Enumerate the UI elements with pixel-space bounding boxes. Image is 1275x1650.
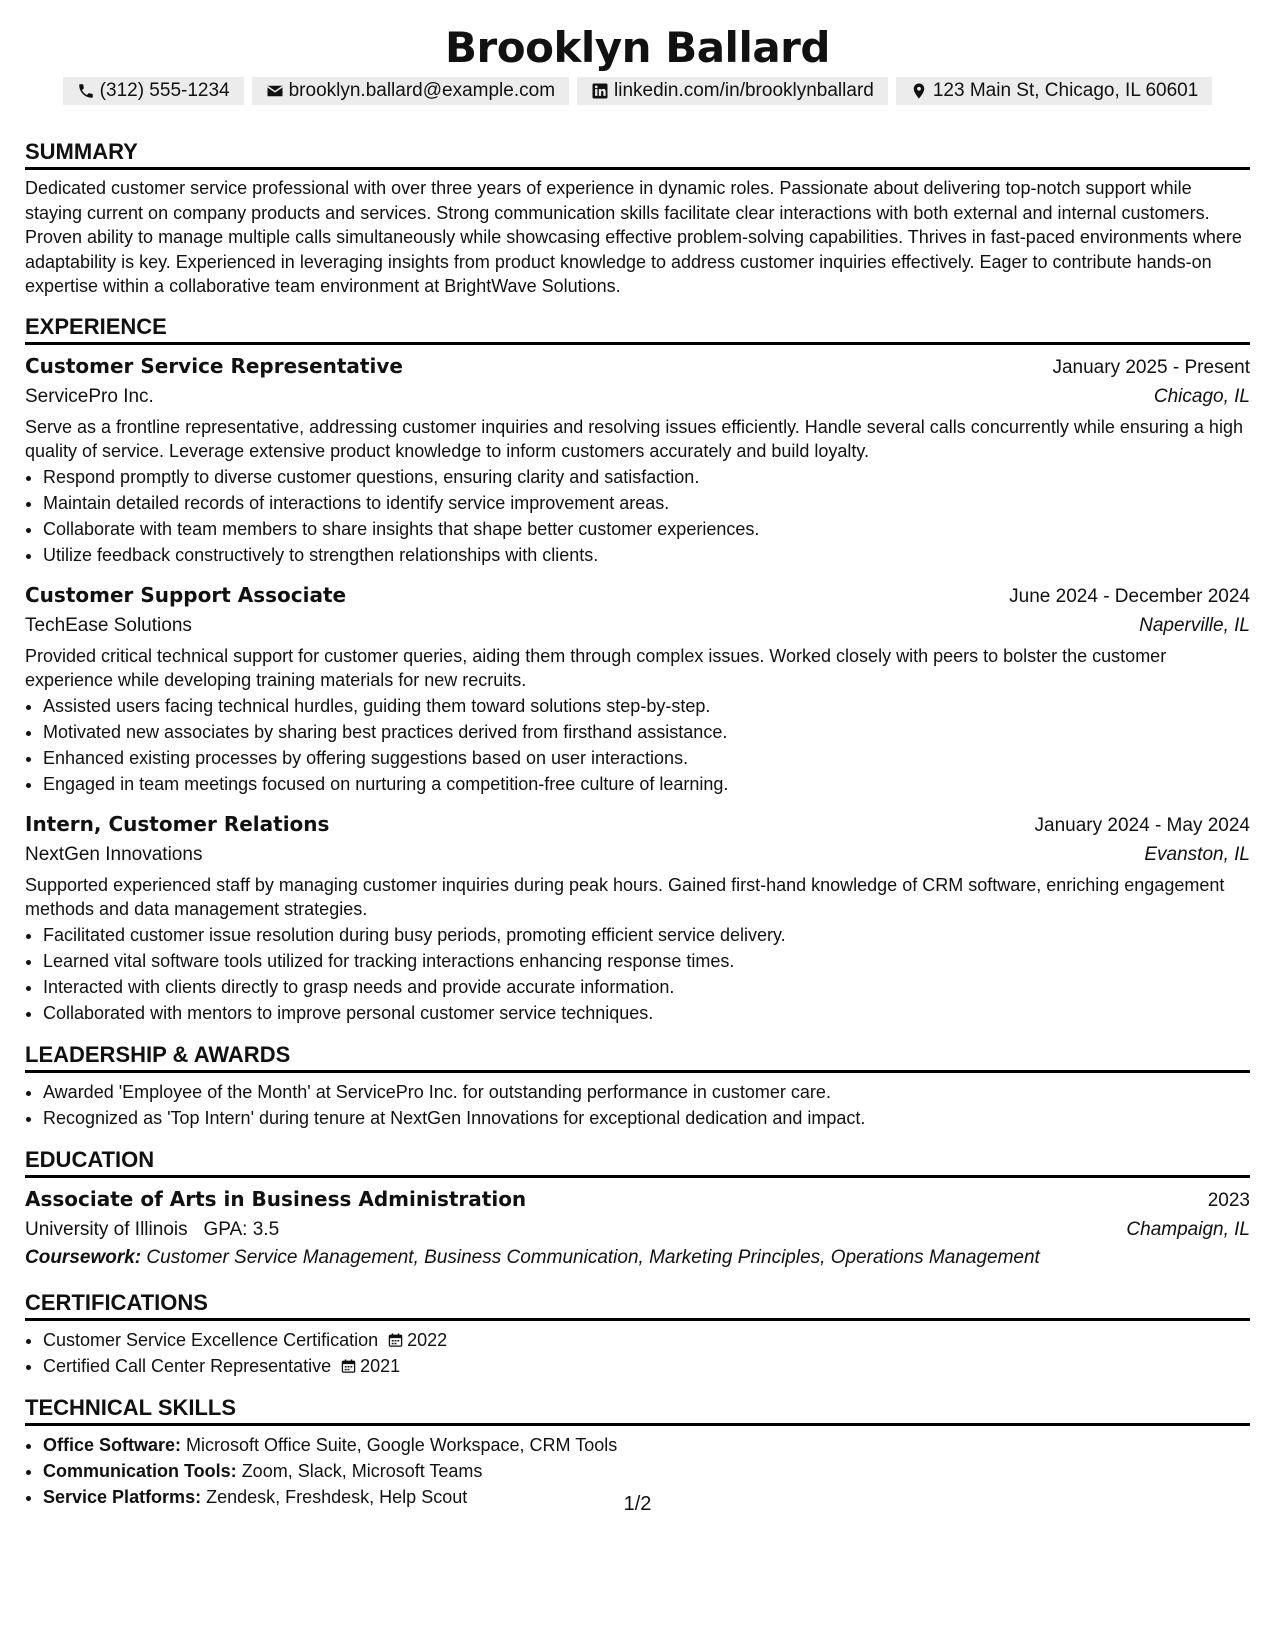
job-description: Supported experienced staff by managing customer inquiries during peak hours. Gained first-hand knowledge of CRM software, enriching engagement methods and data management strategies. <box>25 874 1225 919</box>
coursework-line <box>25 1244 1250 1272</box>
job-entry <box>25 809 1250 1026</box>
list-item: • Engaged in team meetings focused on nurturing a competition-free culture of learning. <box>43 771 1250 797</box>
job-company: ServicePro Inc. <box>25 385 154 407</box>
skill-value: Microsoft Office Suite, Google Workspace, CRM Tools <box>186 1434 618 1455</box>
job-bullets <box>25 693 1250 797</box>
candidate-name: Brooklyn Ballard <box>445 23 830 72</box>
degree-title: Associate of Arts in Business Administration <box>25 1186 527 1211</box>
contact-bar <box>25 77 1250 105</box>
list-item <box>43 1432 1250 1458</box>
awards-section <box>25 1042 1250 1131</box>
job-description: Provided critical technical support for customer queries, aiding them through complex issues. Worked closely with peers to bolster the customer experience while developing training materials for new recruits. <box>25 645 1167 690</box>
list-item: • Interacted with clients directly to grasp needs and provide accurate information. <box>43 974 1250 1000</box>
job-title: Customer Service Representative <box>25 353 403 378</box>
job-title: Customer Support Associate <box>25 582 347 607</box>
page-number: 1/2 <box>623 1493 652 1515</box>
job-entry <box>25 580 1250 797</box>
certification-year: 2022 <box>407 1329 448 1350</box>
school-line <box>25 1216 279 1244</box>
contact-linkedin[interactable] <box>577 77 888 105</box>
job-dates: January 2024 - May 2024 <box>1034 814 1250 836</box>
list-item: • Facilitated customer issue resolution during busy periods, promoting efficient service delivery. <box>43 922 1250 948</box>
skill-value: Zoom, Slack, Microsoft Teams <box>241 1460 483 1481</box>
summary-text: Dedicated customer service professional with over three years of experience in dynamic roles. Passionate about delivering top-notch support while staying current on company products and services. Strong communication skills facilitate clear interactions with both external and internal customers. Proven ability to manage multiple calls simultaneously while showcasing effective problem-solving capabilities. Thrives in fast-paced environments where adaptability is key. Experienced in leveraging insights from product knowledge to address customer inquiries effectively. Eager to contribute hands-on expertise within a collaborative team environment at BrightWave Solutions. <box>25 178 1242 296</box>
email-text: brooklyn.ballard@example.com <box>288 80 556 101</box>
list-item: • Collaborated with mentors to improve personal customer service techniques. <box>43 1000 1250 1026</box>
job-entry <box>25 351 1250 568</box>
list-item: • Enhanced existing processes by offering suggestions based on user interactions. <box>43 745 1250 771</box>
job-company: TechEase Solutions <box>25 614 192 636</box>
list-item: • Collaborate with team members to share insights that shape better customer experiences. <box>43 516 1250 542</box>
phone-text: (312) 555-1234 <box>99 80 230 101</box>
summary-heading: SUMMARY <box>25 139 1250 170</box>
job-dates: June 2024 - December 2024 <box>1009 585 1250 607</box>
job-bullets <box>25 464 1250 568</box>
job-title: Intern, Customer Relations <box>25 811 330 836</box>
calendar-icon <box>341 1358 356 1374</box>
job-description: Serve as a frontline representative, addressing customer inquiries and resolving issues efficiently. Handle several calls concurrently while ensuring a high quality of service. Leverage extensive product knowledge to inform customers accurately and build loyalty. <box>25 416 1243 461</box>
job-company: NextGen Innovations <box>25 843 203 865</box>
phone-icon <box>77 82 95 100</box>
address-text: 123 Main St, Chicago, IL 60601 <box>932 80 1199 101</box>
contact-phone[interactable] <box>63 77 244 105</box>
education-section <box>25 1147 1250 1272</box>
awards-heading: LEADERSHIP & AWARDS <box>25 1042 1250 1073</box>
job-bullets <box>25 922 1250 1026</box>
contact-email[interactable] <box>252 77 569 105</box>
skills-heading: TECHNICAL SKILLS <box>25 1395 1250 1426</box>
list-item: • Awarded 'Employee of the Month' at ServicePro Inc. for outstanding performance in customer care. <box>43 1079 1250 1105</box>
graduation-year: 2023 <box>1207 1189 1250 1211</box>
job-location: Naperville, IL <box>1139 614 1250 636</box>
calendar-icon <box>388 1332 403 1348</box>
list-item: • Maintain detailed records of interactions to identify service improvement areas. <box>43 490 1250 516</box>
certification-name: Certified Call Center Representative <box>43 1355 332 1376</box>
list-item: • Respond promptly to diverse customer questions, ensuring clarity and satisfaction. <box>43 464 1250 490</box>
certifications-list <box>25 1327 1250 1379</box>
list-item <box>43 1353 1250 1379</box>
experience-section <box>25 314 1250 1026</box>
contact-address[interactable] <box>896 77 1212 105</box>
school-name: University of Illinois <box>25 1218 188 1240</box>
list-item <box>43 1458 1250 1484</box>
certifications-heading: CERTIFICATIONS <box>25 1290 1250 1321</box>
certifications-section <box>25 1290 1250 1379</box>
school-location: Champaign, IL <box>1126 1218 1250 1240</box>
linkedin-text: linkedin.com/in/brooklynballard <box>614 80 874 101</box>
experience-heading: EXPERIENCE <box>25 314 1250 345</box>
education-heading: EDUCATION <box>25 1147 1250 1178</box>
job-location: Chicago, IL <box>1153 385 1250 407</box>
job-location: Evanston, IL <box>1144 843 1250 865</box>
coursework-label: Coursework: <box>25 1246 142 1268</box>
map-pin-icon <box>910 82 928 100</box>
summary-section <box>25 139 1250 299</box>
coursework-text: Customer Service Management, Business Communication, Marketing Principles, Operations Management <box>146 1246 1040 1268</box>
linkedin-icon <box>591 82 609 100</box>
list-item: • Learned vital software tools utilized for tracking interactions enhancing response times. <box>43 948 1250 974</box>
awards-list <box>25 1079 1250 1131</box>
job-dates: January 2025 - Present <box>1052 356 1250 378</box>
skill-label: Office Software: <box>43 1434 182 1455</box>
certification-year: 2021 <box>360 1355 401 1376</box>
skill-label: Communication Tools: <box>43 1460 237 1481</box>
list-item: • Utilize feedback constructively to strengthen relationships with clients. <box>43 542 1250 568</box>
skill-value: Zendesk, Freshdesk, Help Scout <box>206 1486 468 1507</box>
envelope-icon <box>266 82 284 100</box>
skill-label: Service Platforms: <box>43 1486 202 1507</box>
gpa: GPA: 3.5 <box>203 1218 280 1240</box>
list-item <box>43 1327 1250 1353</box>
list-item: • Assisted users facing technical hurdles, guiding them toward solutions step-by-step. <box>43 693 1250 719</box>
list-item: • Motivated new associates by sharing best practices derived from firsthand assistance. <box>43 719 1250 745</box>
certification-name: Customer Service Excellence Certification <box>43 1329 379 1350</box>
list-item: • Recognized as 'Top Intern' during tenure at NextGen Innovations for exceptional dedication and impact. <box>43 1105 1250 1131</box>
